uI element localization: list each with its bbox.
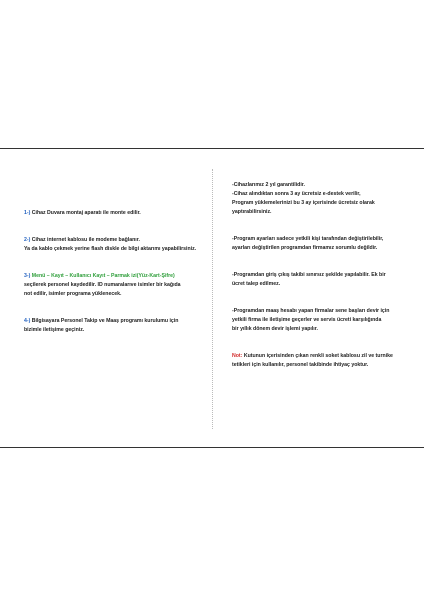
step-text: Cihaz internet kablosu ile modeme bağlanır.: [30, 237, 140, 243]
menu-path: Menü – Kayıt – Kullanıcı Kayıt – Parmak izi(Yüz-Kart-Şifre): [30, 273, 175, 279]
payroll-info: [232, 307, 408, 334]
info-line: -Programdan maaş hesabı yapan firmalar sene başları devir için: [232, 308, 390, 314]
step-text: Bilgisayara Personel Takip ve Maaş programı kurulumu için: [30, 318, 179, 324]
step-text: Ya da kablo çekmek yerine flash diskle de bilgi aktarımı yapabilirsiniz.: [24, 246, 197, 252]
info-line: yaptırabilirsiniz.: [232, 209, 272, 215]
info-line: -Programdan giriş çıkış takibi sınırsız şekilde yapılabilir. Ek bir: [232, 272, 386, 278]
left-column: [24, 209, 204, 353]
step-number: 2-): [24, 237, 31, 243]
fold-line: [212, 169, 213, 429]
step-number: 4-): [24, 318, 31, 324]
step-3: [24, 272, 204, 299]
info-line: -Cihazlarımız 2 yıl garantilidir.: [232, 182, 305, 188]
info-line: bir yıllık dönem devir işlemi yapılır.: [232, 326, 318, 332]
tracking-info: [232, 271, 408, 289]
info-line: yetkili firma ile iletişime geçerler ve servis ücreti karşılığında: [232, 317, 382, 323]
right-column: [232, 181, 408, 388]
warranty-info: [232, 181, 408, 217]
settings-info: [232, 235, 408, 253]
step-text: seçilerek personel kaydedilir. ID numaralarıve isimler bir kağıda: [24, 282, 181, 288]
note-label: Not:: [232, 353, 243, 359]
step-text: not edilir, isimler programa yüklenecek.: [24, 291, 122, 297]
step-text: Cihaz Duvara montaj aparatı ile monte edilir.: [30, 210, 141, 216]
info-line: ayarları değiştirilen programdan firmamız sorumlu değildir.: [232, 245, 378, 251]
step-text: bizimle iletişime geçiniz.: [24, 327, 85, 333]
step-1: [24, 209, 204, 218]
note-text: tetikleri için kullanılır, personel takibinde ihtiyaç yoktur.: [232, 362, 369, 368]
note: [232, 352, 408, 370]
step-number: 1-): [24, 210, 31, 216]
instruction-sheet: [0, 148, 424, 448]
step-2: [24, 236, 204, 254]
note-text: Kutunun içerisinden çıkan renkli soket kablosu zil ve turnike: [242, 353, 393, 359]
step-4: [24, 317, 204, 335]
info-line: Program yüklemelerinizi bu 3 ay içerisinde ücretsiz olarak: [232, 200, 375, 206]
info-line: ücret talep edilmez.: [232, 281, 281, 287]
info-line: -Program ayarları sadece yetkili kişi tarafından değiştirilebilir,: [232, 236, 384, 242]
step-number: 3-): [24, 273, 31, 279]
info-line: -Cihaz alındıktan sonra 3 ay ücretsiz e-destek verilir,: [232, 191, 361, 197]
